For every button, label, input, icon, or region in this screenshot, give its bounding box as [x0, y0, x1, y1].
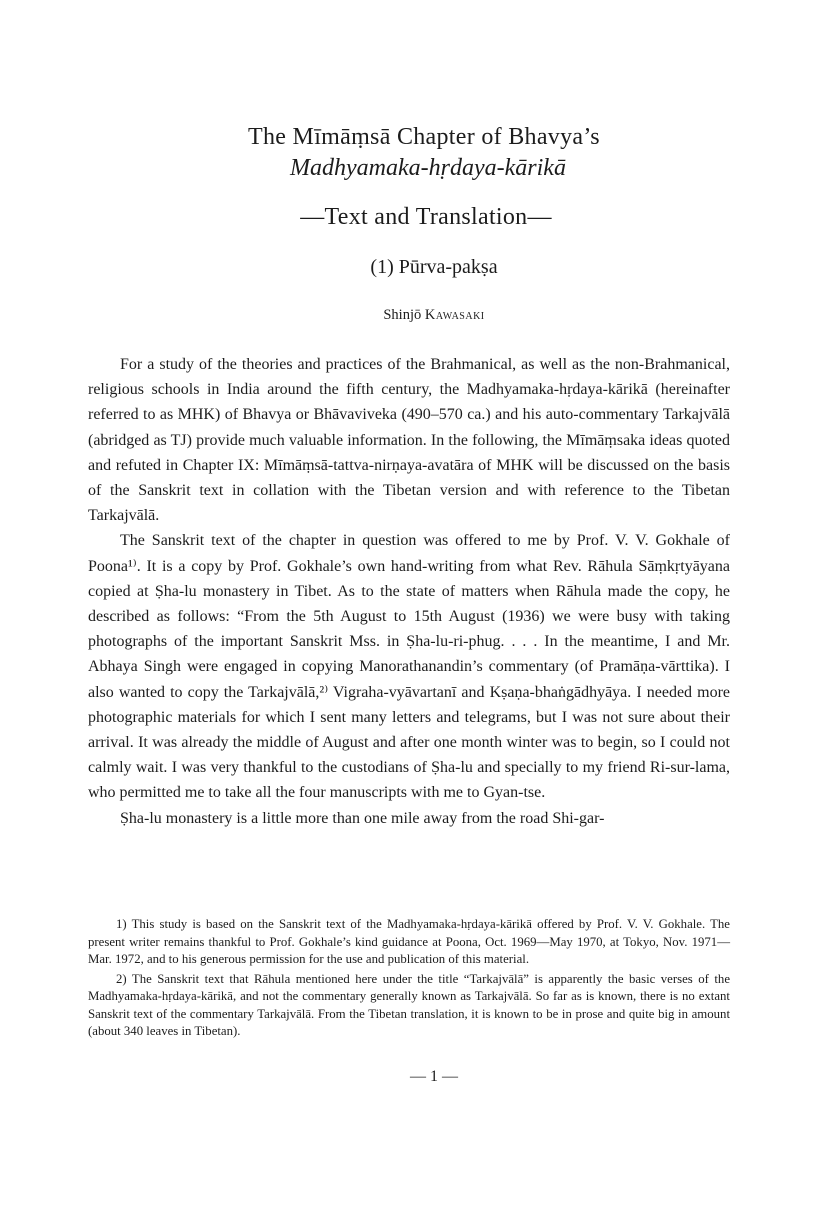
- title-line-1: The Mīmāṃsā Chapter of Bhavya’s: [248, 124, 600, 150]
- footnotes: [88, 916, 730, 1043]
- footnote-1: 1) This study is based on the Sanskrit text of the Madhyamaka-hṛdaya-kārikā offered by Prof. V. V. Gokhale. The present writer remains thankful to Prof. Gokhale’s kind guidance at Poona, Oct. 1969—May 1970, at Tokyo, Nov. 1971—Mar. 1972, and to his generous permission for the use and publication of this material.: [88, 917, 730, 966]
- footnote-2: 2) The Sanskrit text that Rāhula mentioned here under the title “Tarkajvālā” is apparently the basic verses of the Madhyamaka-hṛdaya-kārikā, and not the commentary generally known as Tarkajvālā. So far as is known, there is no extant Sanskrit text of the commentary Tarkajvālā. From the Tibetan translation, it is known to be in prose and quite big in amount (about 340 leaves in Tibetan).: [88, 971, 730, 1038]
- paragraph-1: For a study of the theories and practices of the Brahmanical, as well as the non-Brahmanical, religious schools in India around the fifth century, the Madhyamaka-hṛdaya-kārikā (hereinafter referred to as MHK) of Bhavya or Bhāvaviveka (490–570 ca.) and his auto-commentary Tarkajvālā (abridged as TJ) provide much valuable information. In the following, the Mīmāṃsaka ideas quoted and refuted in Chapter IX: Mīmāṃsā-tattva-nirṇaya-avatāra of MHK will be discussed on the basis of the Sanskrit text in collation with the Tibetan version and with reference to the Tibetan Tarkajvālā.: [88, 356, 730, 525]
- author-given-name: Shinjō: [383, 307, 422, 323]
- title-line-2: Madhyamaka-hṛdaya-kārikā: [290, 155, 566, 181]
- author-family-name: Kawasaki: [424, 307, 485, 323]
- body-text: [88, 352, 730, 831]
- author: [0, 307, 828, 324]
- section-heading: (1) Pūrva-pakṣa: [370, 256, 498, 278]
- subtitle: —Text and Translation—: [300, 204, 552, 230]
- paragraph-3: Ṣha-lu monastery is a little more than one mile away from the road Shi-gar-: [120, 809, 605, 827]
- page-number: — 1 —: [410, 1068, 458, 1085]
- paragraph-2: The Sanskrit text of the chapter in question was offered to me by Prof. V. V. Gokhale of Poona¹⁾. It is a copy by Prof. Gokhale’s own hand-writing from what Rev. Rāhula Sāṃkṛtyāyana copied at Ṣha-lu monastery in Tibet. As to the state of matters when Rāhula made the copy, he described as follows: “From the 5th August to 15th August (1936) we were busy with taking photographs of the important Sanskrit Mss. in Ṣha-lu-ri-phug. . . . In the meantime, I and Mr. Abhaya Singh were engaged in copying Manorathanandin’s commentary (of Pramāṇa-vārttika). I also wanted to copy the Tarkajvālā,²⁾ Vigraha-vyāvartanī and Kṣaṇa-bhaṅgādhyāya. I needed more photographic materials for which I sent many letters and telegrams, but I was not sure about their arrival. It was already the middle of August and after one month winter was to begin, so I could not calmly wait. I was very thankful to the custodians of Ṣha-lu and specially to my friend Ri-sur-lama, who permitted me to take all the four manuscripts with me to Gyan-tse.: [88, 532, 730, 802]
